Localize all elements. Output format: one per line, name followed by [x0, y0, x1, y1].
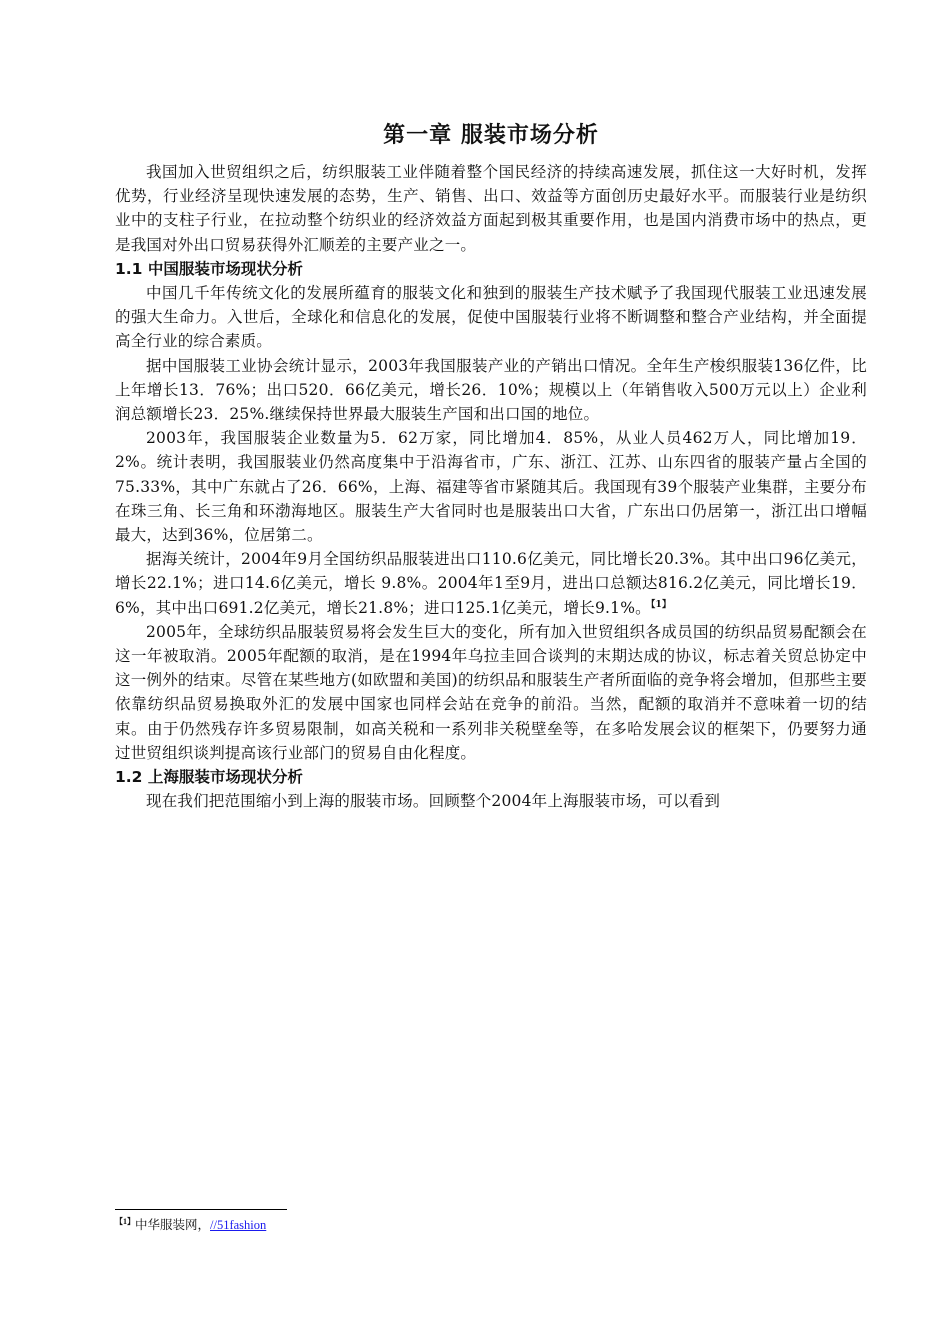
footnote [115, 1213, 266, 1234]
section-heading-1-2: 1.2 上海服装市场现状分析 [115, 768, 303, 787]
section-1-1-paragraph: 2003年，我国服装企业数量为5．62万家，同比增加4．85%，从业人员462万人，同比增加19．2%。统计表明，我国服装业仍然高度集中于沿海省市，广东、浙江、江苏、山东四省的服装产量占全国的75.33%，其中广东就占了26．66%，上海、福建等省市紧随其后。我国现有39个服装产业集群，主要分布在珠三角、长三角和环渤海地区。服装生产大省同时也是服装出口大省，广东出口仍居第一，浙江出口增幅最大，达到36%，位居第二。 [115, 429, 867, 545]
intro-paragraph: 我国加入世贸组织之后，纺织服装工业伴随着整个国民经济的持续高速发展，抓住这一大好时机，发挥优势，行业经济呈现快速发展的态势，生产、销售、出口、效益等方面创历史最好水平。而服装行业是纺织业中的支柱子行业，在拉动整个纺织业的经济效益方面起到极其重要作用，也是国内消费市场中的热点，更是我国对外出口贸易获得外汇顺差的主要产业之一。 [115, 163, 867, 254]
section-1-1-paragraph: 2005年，全球纺织品服装贸易将会发生巨大的变化，所有加入世贸组织各成员国的纺织品贸易配额会在这一年被取消。2005年配额的取消，是在1994年乌拉圭回合谈判的末期达成的协议，标志着关贸总协定中这一例外的结束。尽管在某些地方(如欧盟和美国)的纺织品和服装生产者所面临的竞争将会增加，但那些主要依靠纺织品贸易换取外汇的发展中国家也同样会站在竞争的前沿。当然，配额的取消并不意味着一切的结束。由于仍然残存许多贸易限制，如高关税和一系列非关税壁垒等，在多哈发展会议的框架下，仍要努力通过世贸组织谈判提高该行业部门的贸易自由化程度。 [115, 622, 867, 762]
footnote-marker: 【1】 [115, 1217, 135, 1226]
section-heading-1-1: 1.1 中国服装市场现状分析 [115, 259, 303, 278]
section-1-2-paragraph: 现在我们把范围缩小到上海的服装市场。回顾整个2004年上海服装市场，可以看到 [146, 792, 721, 811]
footnote-separator [115, 1209, 287, 1210]
chapter-title: 第一章 服装市场分析 [383, 123, 599, 148]
footnote-link[interactable]: //51fashion [210, 1218, 267, 1233]
section-1-1-paragraph: 中国几千年传统文化的发展所蕴育的服装文化和独到的服装生产技术赋予了我国现代服装工业迅速发展的强大生命力。入世后，全球化和信息化的发展，促使中国服装行业将不断调整和整合产业结构，并全面提高全行业的综合素质。 [115, 284, 867, 351]
section-1-1-paragraph-with-footnote [115, 547, 867, 620]
paragraph-text: 据海关统计，2004年9月全国纺织品服装进出口110.6亿美元，同比增长20.3%。其中出口96亿美元，增长22.1%；进口14.6亿美元，增长 9.8%。2004年1至9月，进出口总额达816.2亿美元，同比增长19．6%，其中出口691.2亿美元，增长21.8%；进口125.1亿美元，增长9.1%。 [115, 550, 867, 617]
footnote-source: 中华服装网， [135, 1218, 211, 1233]
footnote-reference[interactable]: 【1】 [650, 599, 672, 610]
section-1-1-paragraph: 据中国服装工业协会统计显示，2003年我国服装产业的产销出口情况。全年生产梭织服装136亿件，比上年增长13．76%；出口520．66亿美元，增长26．10%；规模以上（年销售收入500万元以上）企业利润总额增长23．25%.继续保持世界最大服装生产国和出口国的地位。 [115, 356, 867, 424]
document-body [115, 118, 867, 813]
